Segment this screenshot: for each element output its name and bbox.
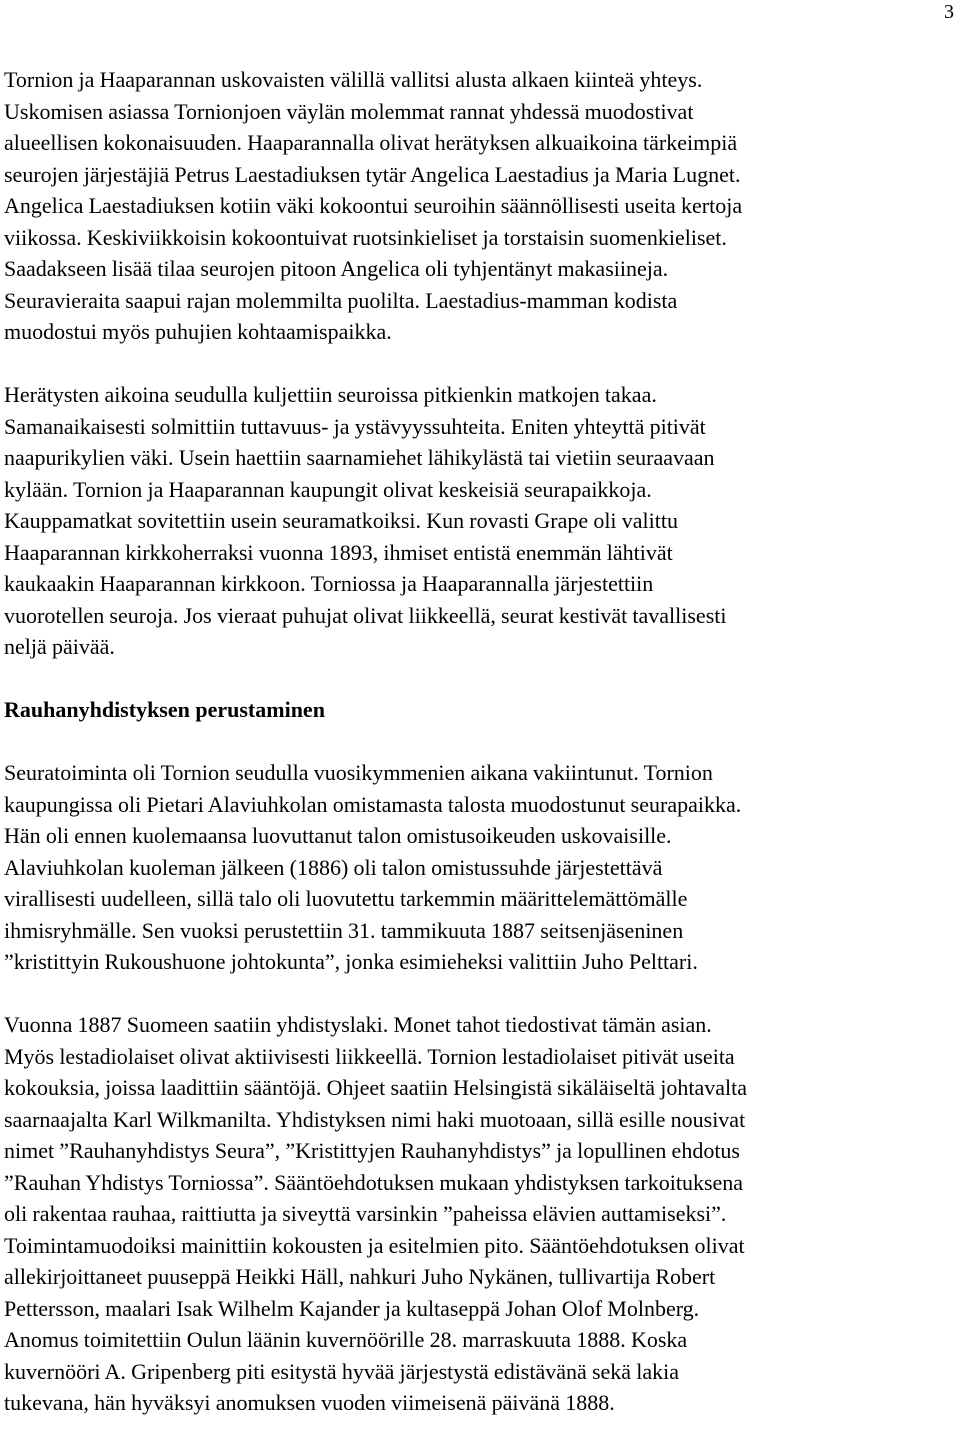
- text-line: Myös lestadiolaiset olivat aktiivisesti liikkeellä. Tornion lestadiolaiset pitivät useita: [4, 1043, 735, 1069]
- text-line: muodostui myös puhujien kohtaamispaikka.: [4, 319, 392, 344]
- text-line: Toimintamuodoiksi mainittiin kokousten ja esitelmien pito. Sääntöehdotuksen olivat: [4, 1232, 745, 1258]
- paragraph-spacer: [4, 978, 954, 1010]
- text-line: Angelica Laestadiuksen kotiin väki kokoontui seuroihin säännöllisesti useita kertoja: [4, 193, 743, 218]
- text-line: Kauppamatkat sovitettiin usein seuramatkoiksi. Kun rovasti Grape oli valittu: [4, 508, 678, 533]
- text-line: naapurikylien väki. Usein haettiin saarnamiehet lähikylästä tai vietiin seuraavaan: [4, 445, 715, 470]
- paragraph-spacer: [4, 663, 954, 695]
- text-line: neljä päivää.: [4, 634, 115, 659]
- text-line: kaukaakin Haaparannan kirkkoon. Torniossa ja Haaparannalla järjestettiin: [4, 571, 654, 596]
- text-line: Hän oli ennen kuolemaansa luovuttanut talon omistusoikeuden uskovaisille.: [4, 823, 672, 848]
- page-number: 3: [944, 1, 954, 23]
- text-line: Herätysten aikoina seudulla kuljettiin seuroissa pitkienkin matkojen takaa.: [4, 382, 657, 407]
- text-line: ”Rauhan Yhdistys Torniossa”. Sääntöehdotuksen mukaan yhdistyksen tarkoituksena: [4, 1169, 744, 1195]
- text-line: kaupungissa oli Pietari Alaviuhkolan omistamasta talosta muodostunut seurapaikka.: [4, 791, 742, 817]
- text-line: saarnaajalta Karl Wilkmanilta. Yhdistyksen nimi haki muotoaan, sillä esille nousivat: [4, 1106, 746, 1132]
- text-line: ”kristittyin Rukoushuone johtokunta”, jonka esimieheksi valittiin Juho Pelttari.: [4, 949, 698, 974]
- text-line: kylään. Tornion ja Haaparannan kaupungit olivat keskeisiä seurapaikkoja.: [4, 476, 652, 502]
- paragraph-heratykset: [4, 379, 954, 663]
- text-line: Samanaikaisesti solmittiin tuttavuus- ja ystävyyssuhteita. Eniten yhteyttä pitivät: [4, 413, 706, 439]
- text-line: Tornion ja Haaparannan uskovaisten välillä vallitsi alusta alkaen kiinteä yhteys.: [4, 67, 703, 92]
- text-line: Haaparannan kirkkoherraksi vuonna 1893, ihmiset entistä enemmän lähtivät: [4, 539, 673, 565]
- text-line: seurojen järjestäjiä Petrus Laestadiuksen tytär Angelica Laestadius ja Maria Lugnet.: [4, 161, 741, 187]
- paragraph-spacer: [4, 726, 954, 758]
- text-line: Seuratoiminta oli Tornion seudulla vuosikymmenien aikana vakiintunut. Tornion: [4, 760, 713, 785]
- paragraph-yhdistyslaki: [4, 1009, 954, 1419]
- text-line: viikossa. Keskiviikkoisin kokoontuivat ruotsinkieliset ja torstaisin suomenkieliset.: [4, 224, 727, 250]
- text-line: vuorotellen seuroja. Jos vieraat puhujat olivat liikkeellä, seurat kestivät tavallisesti: [4, 602, 727, 628]
- paragraph-seuratoiminta: [4, 757, 954, 978]
- text-line: Anomus toimitettiin Oulun läänin kuvernöörille 28. marraskuuta 1888. Koska: [4, 1327, 688, 1352]
- text-line: nimet ”Rauhanyhdistys Seura”, ”Kristittyjen Rauhanyhdistys” ja lopullinen ehdotus: [4, 1138, 740, 1163]
- paragraph-spacer: [4, 348, 954, 380]
- document-body: [4, 64, 954, 1419]
- text-line: Seuravieraita saapui rajan molemmilta puolilta. Laestadius-mamman kodista: [4, 287, 678, 313]
- text-line: kuvernööri A. Gripenberg piti esitystä hyvää järjestystä edistävänä sekä lakia: [4, 1358, 680, 1384]
- text-line: alueellisen kokonaisuuden. Haaparannalla olivat herätyksen alkuaikoina tärkeimpiä: [4, 130, 738, 155]
- text-line: virallisesti uudelleen, sillä talo oli luovutettu tarkemmin määrittelemättömälle: [4, 886, 688, 911]
- text-line: allekirjoittaneet puuseppä Heikki Häll, nahkuri Juho Nykänen, tullivartija Robert: [4, 1264, 716, 1289]
- text-line: ihmisryhmälle. Sen vuoksi perustettiin 31. tammikuuta 1887 seitsenjäseninen: [4, 917, 684, 943]
- text-line: Pettersson, maalari Isak Wilhelm Kajander ja kultaseppä Johan Olof Molnberg.: [4, 1295, 700, 1321]
- text-line: Saadakseen lisää tilaa seurojen pitoon Angelica oli tyhjentänyt makasiineja.: [4, 256, 669, 281]
- section-heading: Rauhanyhdistyksen perustaminen: [4, 697, 325, 722]
- text-line: kokouksia, joissa laadittiin sääntöjä. Ohjeet saatiin Helsingistä sikäläiseltä johtavalta: [4, 1075, 747, 1100]
- paragraph-angelica: [4, 64, 954, 348]
- text-line: oli rakentaa rauhaa, raittiutta ja siveyttä varsinkin ”paheissa elävien auttamiseksi”.: [4, 1201, 727, 1226]
- text-line: tukevana, hän hyväksyi anomuksen vuoden viimeisenä päivänä 1888.: [4, 1390, 615, 1415]
- text-line: Alaviuhkolan kuoleman jälkeen (1886) oli talon omistussuhde järjestettävä: [4, 854, 663, 880]
- text-line: Vuonna 1887 Suomeen saatiin yhdistyslaki. Monet tahot tiedostivat tämän asian.: [4, 1012, 712, 1037]
- text-line: Uskomisen asiassa Tornionjoen väylän molemmat rannat yhdessä muodostivat: [4, 98, 694, 124]
